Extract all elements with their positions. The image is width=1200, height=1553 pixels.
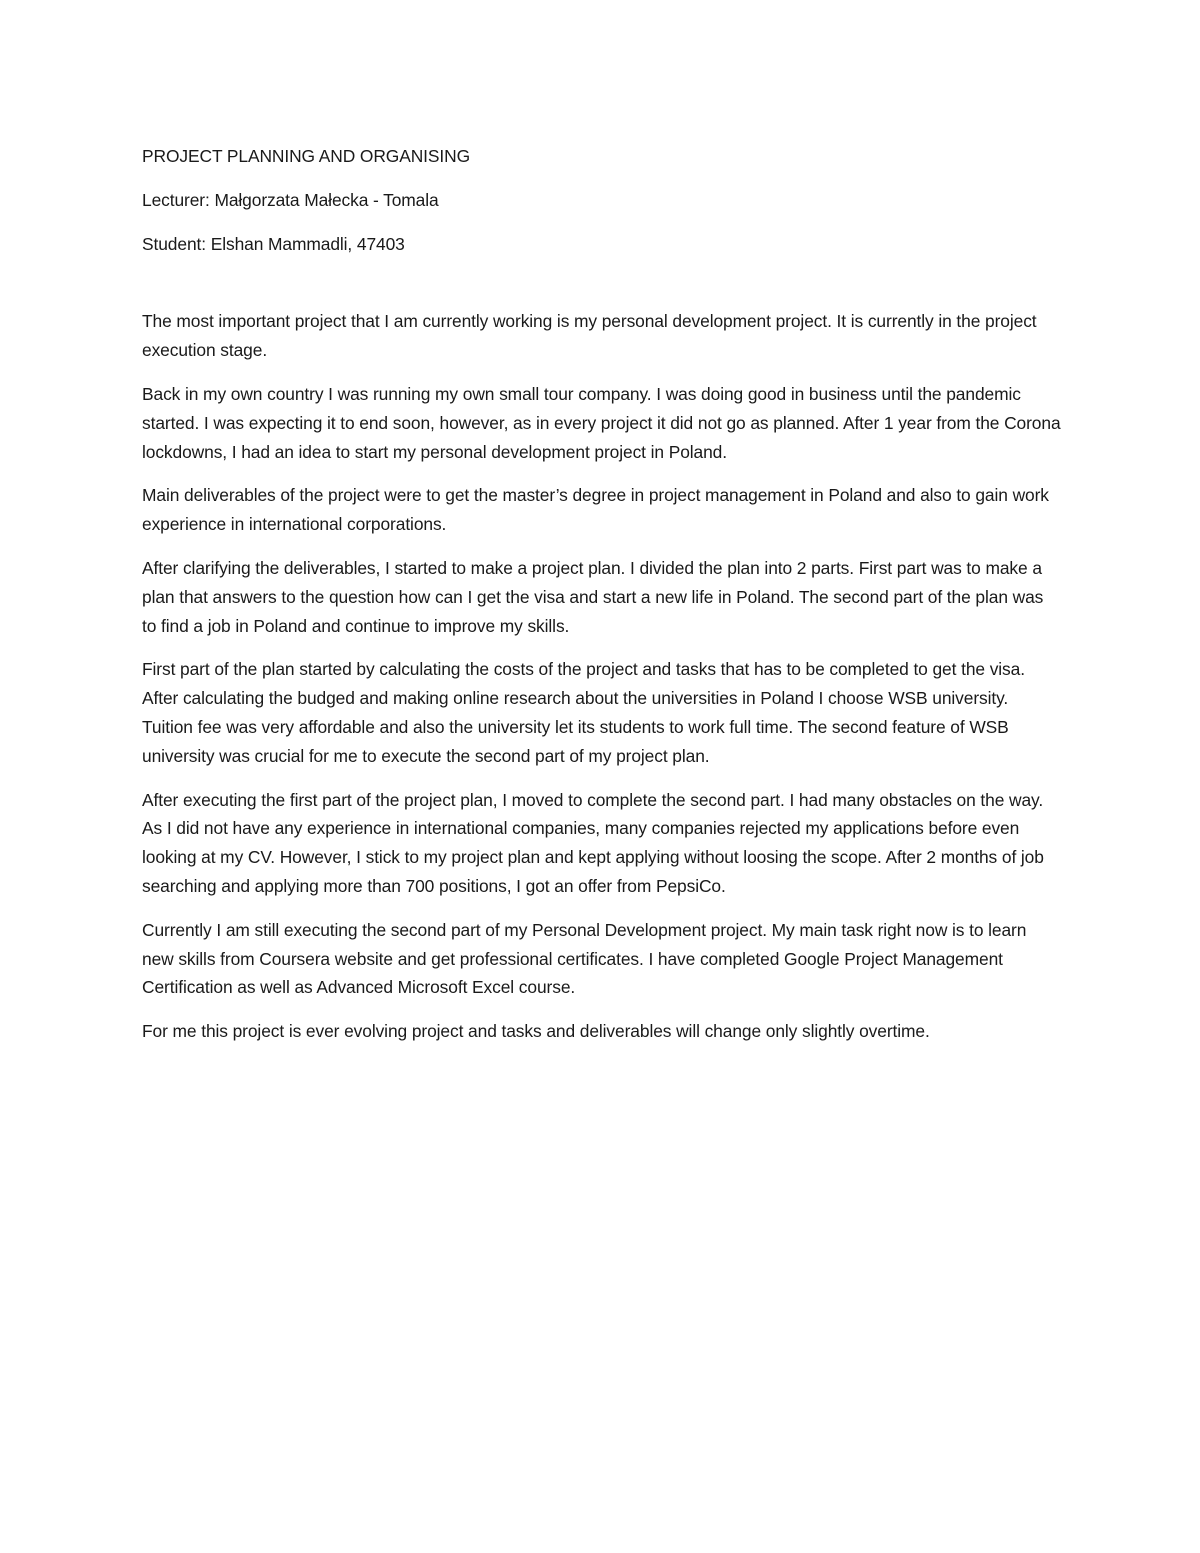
paragraph-6: After executing the first part of the project plan, I moved to complete the second part. I had many obstacles on the way. As I did not have any experience in international companies, many companies rejected my applications before even looking at my CV. However, I stick to my project plan and kept applying without loosing the scope. After 2 months of job searching and applying more than 700 positions, I got an offer from PepsiCo.	[142, 789, 1044, 896]
paragraph-5: First part of the plan started by calculating the costs of the project and tasks that has to be completed to get the visa. After calculating the budged and making online research about the universities in Poland I choose WSB university. Tuition fee was very affordable and also the university let its students to work full time. The second feature of WSB university was crucial for me to execute the second part of my project plan.	[142, 659, 1025, 766]
student-line: Student: Elshan Mammadli, 47403	[142, 233, 405, 254]
document-title: PROJECT PLANNING AND ORGANISING	[142, 146, 471, 166]
paragraph-7: Currently I am still executing the second part of my Personal Development project. My main task right now is to learn new skills from Coursera website and get professional certificates. I have completed Google Project Management Certification as well as Advanced Microsoft Excel course.	[142, 919, 1027, 998]
lecturer-line: Lecturer: Małgorzata Małecka - Tomala	[142, 189, 439, 210]
paragraph-8: For me this project is ever evolving project and tasks and deliverables will change only slightly overtime.	[142, 1021, 930, 1042]
paragraph-4: After clarifying the deliverables, I started to make a project plan. I divided the plan into 2 parts. First part was to make a plan that answers to the question how can I get the visa and start a new life in Poland. The second part of the plan was to find a job in Poland and continue to improve my skills.	[142, 557, 1044, 636]
document-header	[142, 142, 1062, 258]
paragraph-2: Back in my own country I was running my own small tour company. I was doing good in business until the pandemic started. I was expecting it to end soon, however, as in every project it did not go as planned. After 1 year from the Corona lockdowns, I had an idea to start my personal development project in Poland.	[142, 383, 1061, 462]
document-body	[142, 142, 1062, 1061]
paragraph-3: Main deliverables of the project were to get the master’s degree in project management in Poland and also to gain work experience in international corporations.	[142, 485, 1049, 535]
paragraph-1: The most important project that I am currently working is my personal development project. It is currently in the project execution stage.	[142, 311, 1037, 361]
